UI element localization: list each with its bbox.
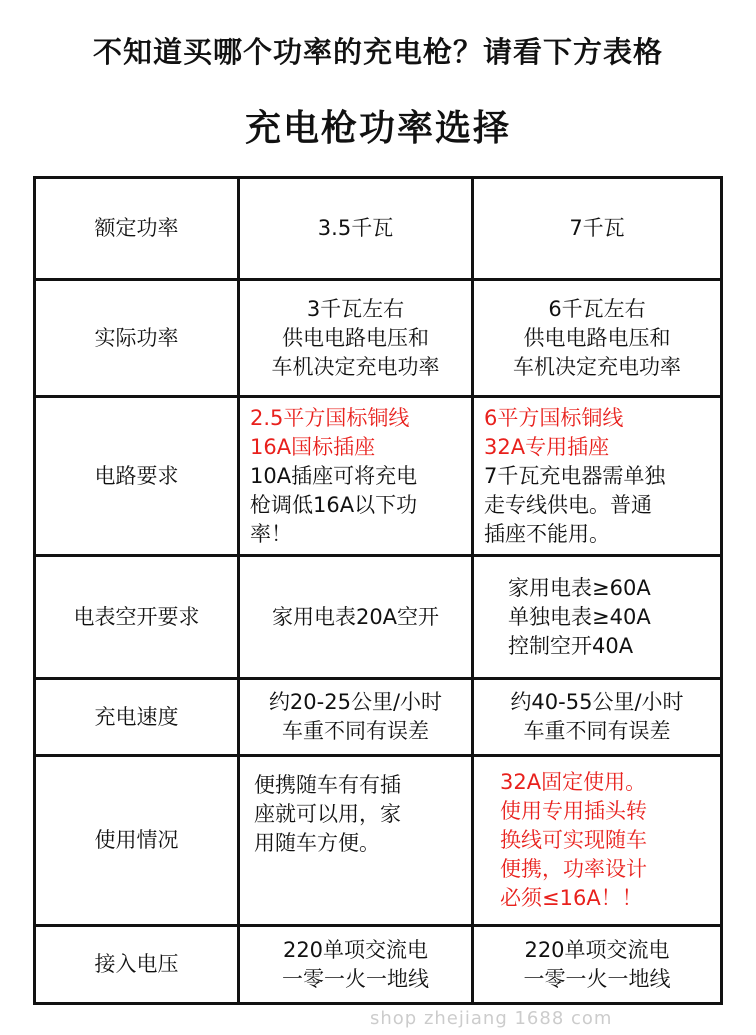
cell-line: 供电电路电压和 [523, 325, 671, 350]
cell-line-highlight: 6平方国标铜线 [484, 405, 624, 430]
table-row [35, 397, 722, 556]
cell-line: 约20-25公里/小时 [268, 690, 443, 714]
cell-line: 车机决定充电功率 [513, 354, 681, 379]
cell-3.5kw [239, 397, 473, 556]
cell-7kw [473, 397, 722, 556]
cell-3.5kw [239, 756, 473, 926]
cell-line-highlight: 使用专用插头转 [500, 799, 647, 823]
cell-line: 用随车方便。 [254, 831, 380, 855]
table-row [35, 679, 722, 756]
table-row [35, 280, 722, 397]
page-headline: 不知道买哪个功率的充电枪？请看下方表格 [92, 35, 663, 69]
cell-7kw [473, 926, 722, 1004]
cell-7kw [473, 178, 722, 280]
cell-7kw [473, 280, 722, 397]
table-row [35, 926, 722, 1004]
cell-line: 7千瓦充电器需单独 [484, 463, 666, 488]
watermark-text: shop zhejiang 1688 com [370, 1008, 613, 1029]
cell-line-highlight: 2.5平方国标铜线 [250, 405, 410, 430]
cell-line: 插座不能用。 [484, 521, 610, 546]
cell-7kw [473, 556, 722, 679]
cell-line: 约40-55公里/小时 [510, 690, 684, 714]
cell-3.5kw [239, 556, 473, 679]
cell-line: 6千瓦左右 [548, 296, 646, 321]
cell-line-highlight: 16A国标插座 [250, 434, 376, 459]
cell-line: 7千瓦 [569, 216, 625, 240]
page-title: 充电枪功率选择 [244, 108, 511, 149]
cell-line: 10A插座可将充电 [250, 463, 418, 488]
cell-line: 车重不同有误差 [523, 719, 671, 743]
cell-7kw [473, 679, 722, 756]
cell-3.5kw [239, 178, 473, 280]
power-comparison-table [33, 176, 723, 1005]
table-row [35, 756, 722, 926]
cell-line: 单独电表≥40A [508, 604, 651, 629]
cell-line: 率！ [250, 521, 292, 546]
cell-line: 3千瓦左右 [306, 296, 405, 321]
row-label: 接入电压 [35, 926, 239, 1004]
cell-line-highlight: 换线可实现随车 [500, 828, 647, 852]
row-label: 充电速度 [35, 679, 239, 756]
cell-3.5kw [239, 926, 473, 1004]
cell-line: 3.5千瓦 [317, 216, 394, 240]
cell-line: 车机决定充电功率 [271, 354, 440, 379]
cell-7kw [473, 756, 722, 926]
cell-line: 家用电表≥60A [508, 575, 651, 600]
cell-line: 座就可以用，家 [254, 802, 401, 826]
cell-line: 便携随车有有插 [254, 773, 401, 797]
cell-line: 控制空开40A [508, 633, 634, 658]
cell-line: 供电电路电压和 [282, 325, 429, 350]
cell-3.5kw [239, 679, 473, 756]
row-label: 电表空开要求 [35, 556, 239, 679]
cell-line: 一零一火一地线 [523, 966, 671, 991]
cell-line: 家用电表20A空开 [271, 604, 440, 629]
row-label: 实际功率 [35, 280, 239, 397]
row-label: 额定功率 [35, 178, 239, 280]
cell-line-highlight: 便携，功率设计 [500, 857, 647, 881]
cell-line: 车重不同有误差 [282, 719, 429, 743]
cell-line-highlight: 必须≤16A！！ [500, 886, 643, 910]
cell-line: 220单项交流电 [282, 937, 429, 962]
cell-line: 枪调低16A以下功 [250, 492, 418, 517]
cell-line-highlight: 32A固定使用。 [500, 770, 647, 794]
table-row [35, 556, 722, 679]
cell-3.5kw [239, 280, 473, 397]
row-label: 电路要求 [35, 397, 239, 556]
row-label: 使用情况 [35, 756, 239, 926]
cell-line-highlight: 32A专用插座 [484, 434, 610, 459]
cell-line: 220单项交流电 [524, 937, 670, 962]
cell-line: 一零一火一地线 [282, 966, 429, 991]
cell-line: 走专线供电。普通 [484, 492, 652, 517]
table-row [35, 178, 722, 280]
